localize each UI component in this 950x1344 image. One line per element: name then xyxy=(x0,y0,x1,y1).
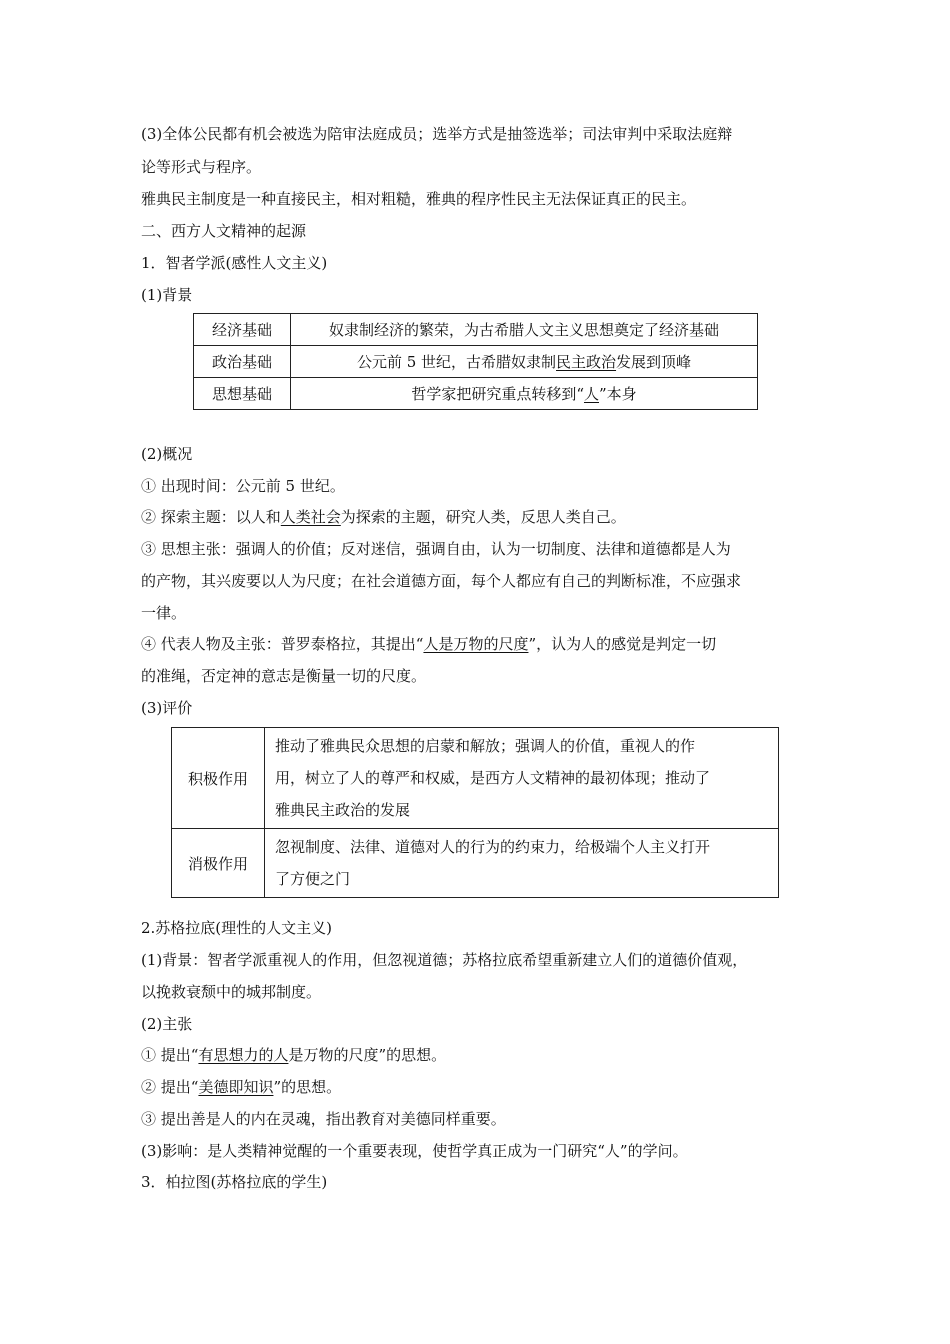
paragraph-line: (1)背景：智者学派重视人的作用，但忽视道德；苏格拉底希望重新建立人们的道德价值观， xyxy=(141,951,748,969)
item-heading: (2)概况 xyxy=(141,445,193,463)
list-item: ③ 提出善是人的内在灵魂，指出教育对美德同样重要。 xyxy=(141,1110,506,1128)
subsection-heading: 2.苏格拉底(理性的人文主义) xyxy=(141,919,333,937)
list-item: 的产物，其兴废要以人为尺度；在社会道德方面，每个人都应有自己的判断标准，不应强求 xyxy=(141,572,742,590)
paragraph-line: (3)全体公民都有机会被选为陪审法庭成员；选举方式是抽签选举；司法审判中采取法庭辩 xyxy=(141,125,733,143)
item-heading: (2)主张 xyxy=(141,1015,193,1033)
table-key-cell: 思想基础 xyxy=(194,378,291,410)
table-row xyxy=(172,728,779,829)
paragraph-line: 雅典民主制度是一种直接民主，相对粗糙，雅典的程序性民主无法保证真正的民主。 xyxy=(141,190,697,208)
paragraph-line: 论等形式与程序。 xyxy=(141,158,262,176)
item-heading: (3)评价 xyxy=(141,699,193,717)
table-row xyxy=(194,314,758,346)
section-heading: 二、西方人文精神的起源 xyxy=(141,222,307,240)
table-value-cell: 哲学家把研究重点转移到“人”本身 xyxy=(291,378,758,410)
list-item: ② 提出“美德即知识”的思想。 xyxy=(141,1078,342,1096)
table-key-cell: 政治基础 xyxy=(194,346,291,378)
list-item: ② 探索主题：以人和人类社会为探索的主题，研究人类，反思人类自己。 xyxy=(141,508,626,526)
list-item: ④ 代表人物及主张：普罗泰格拉，其提出“人是万物的尺度”，认为人的感觉是判定一切 xyxy=(141,635,717,653)
subsection-heading: 3．柏拉图(苏格拉底的学生) xyxy=(141,1173,328,1191)
evaluation-table xyxy=(171,727,779,898)
subsection-heading: 1．智者学派(感性人文主义) xyxy=(141,254,328,272)
table-key-cell: 经济基础 xyxy=(194,314,291,346)
table-key-cell: 积极作用 xyxy=(172,728,265,829)
background-table xyxy=(193,313,758,410)
list-item: 一律。 xyxy=(141,604,187,622)
table-value-cell: 推动了雅典民众思想的启蒙和解放；强调人的价值，重视人的作 用，树立了人的尊严和权威，是西方人文精神的最初体现；推动了 雅典民主政治的发展 xyxy=(265,728,779,829)
list-item: 的准绳，否定神的意志是衡量一切的尺度。 xyxy=(141,667,427,685)
table-value-cell: 忽视制度、法律、道德对人的行为的约束力，给极端个人主义打开 了方便之门 xyxy=(265,829,779,898)
table-row xyxy=(194,378,758,410)
paragraph-line: 以挽救衰颓中的城邦制度。 xyxy=(141,983,322,1001)
table-value-cell: 公元前 5 世纪，古希腊奴隶制民主政治发展到顶峰 xyxy=(291,346,758,378)
list-item: ③ 思想主张：强调人的价值；反对迷信，强调自由，认为一切制度、法律和道德都是人为 xyxy=(141,540,731,558)
item-heading: (1)背景 xyxy=(141,286,193,304)
table-value-cell: 奴隶制经济的繁荣，为古希腊人文主义思想奠定了经济基础 xyxy=(291,314,758,346)
table-row xyxy=(172,829,779,898)
table-row xyxy=(194,346,758,378)
list-item: ① 提出“有思想力的人是万物的尺度”的思想。 xyxy=(141,1046,447,1064)
table-key-cell: 消极作用 xyxy=(172,829,265,898)
paragraph-line: (3)影响：是人类精神觉醒的一个重要表现，使哲学真正成为一门研究“人”的学问。 xyxy=(141,1142,688,1160)
list-item: ① 出现时间：公元前 5 世纪。 xyxy=(141,477,345,495)
